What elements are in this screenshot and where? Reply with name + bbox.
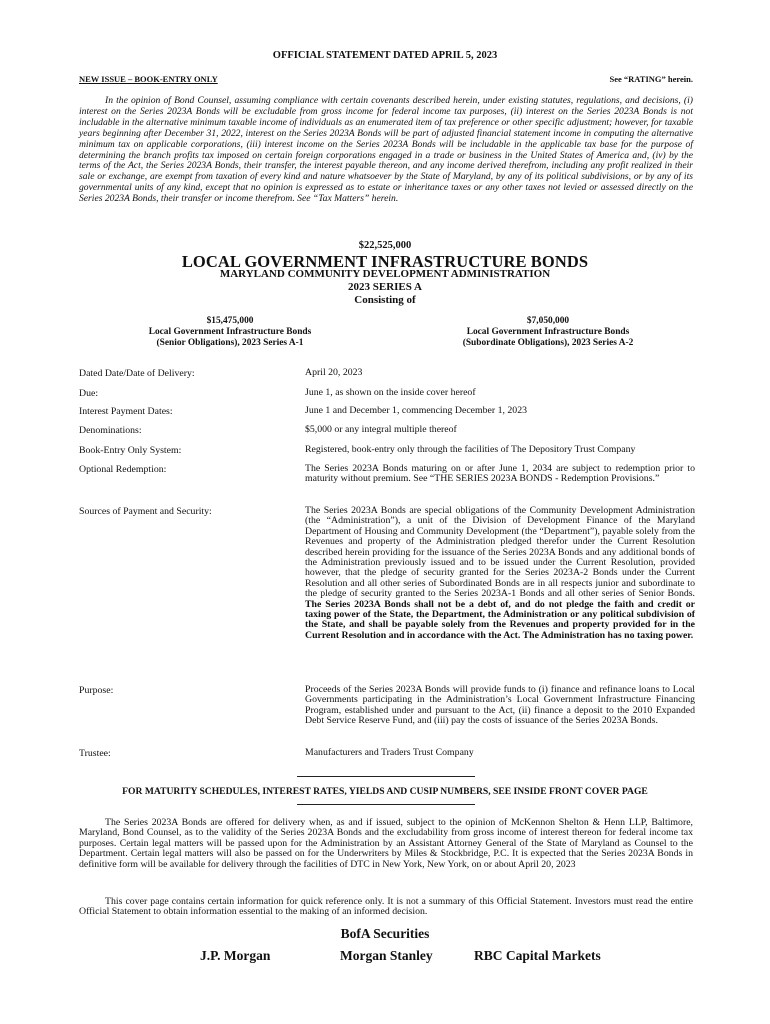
divider-bottom xyxy=(297,804,475,805)
series-a1-line2: (Senior Obligations), 2023 Series A-1 xyxy=(156,338,304,348)
trustee-value: Manufacturers and Traders Trust Company xyxy=(305,747,474,758)
purpose-value: Proceeds of the Series 2023A Bonds will provide funds to (i) finance and refinance loans to Local Governments participating in the Administration’s Local Government Infrastructure Financing Program, established under and pursuant to the Act, (ii) finance a deposit to the 2010 Expanded Debt Service Reserve Fund, and (iii) pay the costs of issuance of the Series 2023A Bonds. xyxy=(305,684,695,727)
statement-title: OFFICIAL STATEMENT DATED APRIL 5, 2023 xyxy=(272,50,498,61)
interest-label: Interest Payment Dates: xyxy=(79,406,173,417)
series-a2-line1: Local Government Infrastructure Bonds xyxy=(466,327,630,337)
denominations-label: Denominations: xyxy=(79,425,142,436)
series-a2-amount: $7,050,000 xyxy=(526,316,570,326)
series-a2-column xyxy=(418,316,678,349)
redemption-label: Optional Redemption: xyxy=(79,464,167,475)
inside-cover-note: FOR MATURITY SCHEDULES, INTEREST RATES, YIELDS AND CUSIP NUMBERS, SEE INSIDE FRONT COVER PAGE xyxy=(122,786,648,797)
redemption-value: The Series 2023A Bonds maturing on or after June 1, 2034 are subject to redemption prior to maturity without premium. See “THE SERIES 2023A BONDS - Redemption Provisions.” xyxy=(305,463,695,485)
dated-label: Dated Date/Date of Delivery: xyxy=(79,368,195,379)
rating-note: See “RATING” herein. xyxy=(609,74,693,84)
security-label: Sources of Payment and Security: xyxy=(79,506,212,517)
denominations-value: $5,000 or any integral multiple thereof xyxy=(305,424,457,435)
security-value xyxy=(305,506,695,641)
bond-title: LOCAL GOVERNMENT INFRASTRUCTURE BONDS xyxy=(181,252,589,271)
dated-value: April 20, 2023 xyxy=(305,367,363,378)
issuer-name: MARYLAND COMMUNITY DEVELOPMENT ADMINISTRATION xyxy=(219,268,551,280)
due-label: Due: xyxy=(79,388,99,399)
total-amount: $22,525,000 xyxy=(358,240,412,251)
issue-type: NEW ISSUE – BOOK-ENTRY ONLY xyxy=(79,74,218,84)
underwriter-lead: BofA Securities xyxy=(340,926,430,941)
series-a1-amount: $15,475,000 xyxy=(206,316,254,326)
series-a2-line2: (Subordinate Obligations), 2023 Series A-2 xyxy=(462,338,634,348)
interest-value: June 1 and December 1, commencing December 1, 2023 xyxy=(305,405,527,416)
book-entry-label: Book-Entry Only System: xyxy=(79,445,182,456)
underwriter-rbc: RBC Capital Markets xyxy=(474,948,601,963)
underwriter-jpmorgan: J.P. Morgan xyxy=(200,948,271,963)
book-entry-value: Registered, book-entry only through the facilities of The Depository Trust Company xyxy=(305,444,636,455)
consisting-of: Consisting of xyxy=(354,294,416,306)
security-text: The Series 2023A Bonds are special obligations of the Community Development Administration (the “Administration”), a unit of the Division of Development Finance of the Maryland Department of Housing and Community Development (the “Department”), payable solely from the Revenues and property of the Administration pledged therefor under the Current Resolution described herein providing for the issuance of the Series 2023A Bonds and any additional bonds of the Administration previously issued and to be issued under the Current Resolution, provided however, that the pledge of security granted for the Series 2023A-2 Bonds under the Current Resolution and all other series of Subordinated Bonds are in all respects junior and subordinate to the pledge of security granted to the Series 2023A-1 Bonds and all other series of Senior Bonds. xyxy=(305,505,695,600)
reference-paragraph: This cover page contains certain information for quick reference only. It is not a summary of this Official Statement. Investors must read the entire Official Statement to obtain information essential to the making of an informed decision. xyxy=(79,896,693,918)
series-a1-column xyxy=(100,316,360,349)
due-value: June 1, as shown on the inside cover hereof xyxy=(305,387,476,398)
series-name: 2023 SERIES A xyxy=(348,281,422,293)
security-bold-text: The Series 2023A Bonds shall not be a debt of, and do not pledge the faith and credit or taxing power of the State, the Department, the Administration or any political subdivision of the State, and shall be payable solely from the Revenues and property provided for in the Current Resolution and in accordance with the Act. The Administration has no taxing power. xyxy=(305,598,695,641)
delivery-paragraph: The Series 2023A Bonds are offered for delivery when, as and if issued, subject to the opinion of McKennon Shelton & Henn LLP, Baltimore, Maryland, Bond Counsel, as to the validity of the Series 2023A Bonds and the excludability from gross income of interest thereon for federal income tax purposes. Certain legal matters will be passed upon for the Administration by an Assistant Attorney General of the State of Maryland as Counsel to the Department. Certain legal matters will also be passed on for the Underwriters by Miles & Stockbridge, P.C. It is expected that the Series 2023A Bonds in definitive form will be available for delivery through the facilities of DTC in New York, New York, on or about April 20, 2023 xyxy=(79,817,693,870)
divider-top xyxy=(297,776,475,777)
trustee-label: Trustee: xyxy=(79,748,111,759)
underwriter-morgan-stanley: Morgan Stanley xyxy=(340,948,433,963)
series-a1-line1: Local Government Infrastructure Bonds xyxy=(148,327,312,337)
purpose-label: Purpose: xyxy=(79,685,114,696)
bond-counsel-opinion: In the opinion of Bond Counsel, assuming compliance with certain covenants described herein, under existing statutes, regulations, and decisions, (i) interest on the Series 2023A Bonds will be excludable from gross income for federal income tax purposes, (ii) interest on the Series 2023A Bonds is not includable in the alternative minimum taxable income of individuals as an enumerated item of tax preference or other specific adjustment; however, for taxable years beginning after December 31, 2022, interest on the Series 2023A Bonds will be part of adjusted financial statement income in computing the alternative minimum tax on applicable corporations, (iii) interest income on the Series 2023A Bonds will be includable in the applicable tax base for the purpose of determining the branch profits tax imposed on certain foreign corporations engaged in a trade or business in the United States of America and, (iv) by the terms of the Act, the Series 2023A Bonds, their transfer, the interest payable thereon, and any income derived therefrom, including any profit realized in their sale or exchange, are exempt from taxation of every kind and nature whatsoever by the State of Maryland, by any of its political subdivisions, or by any of its governmental units of any kind, except that no opinion is expressed as to estate or inheritance taxes or any other taxes not levied or assessed directly on the Series 2023A Bonds, their transfer or income therefrom. See “Tax Matters” herein. xyxy=(79,95,693,205)
